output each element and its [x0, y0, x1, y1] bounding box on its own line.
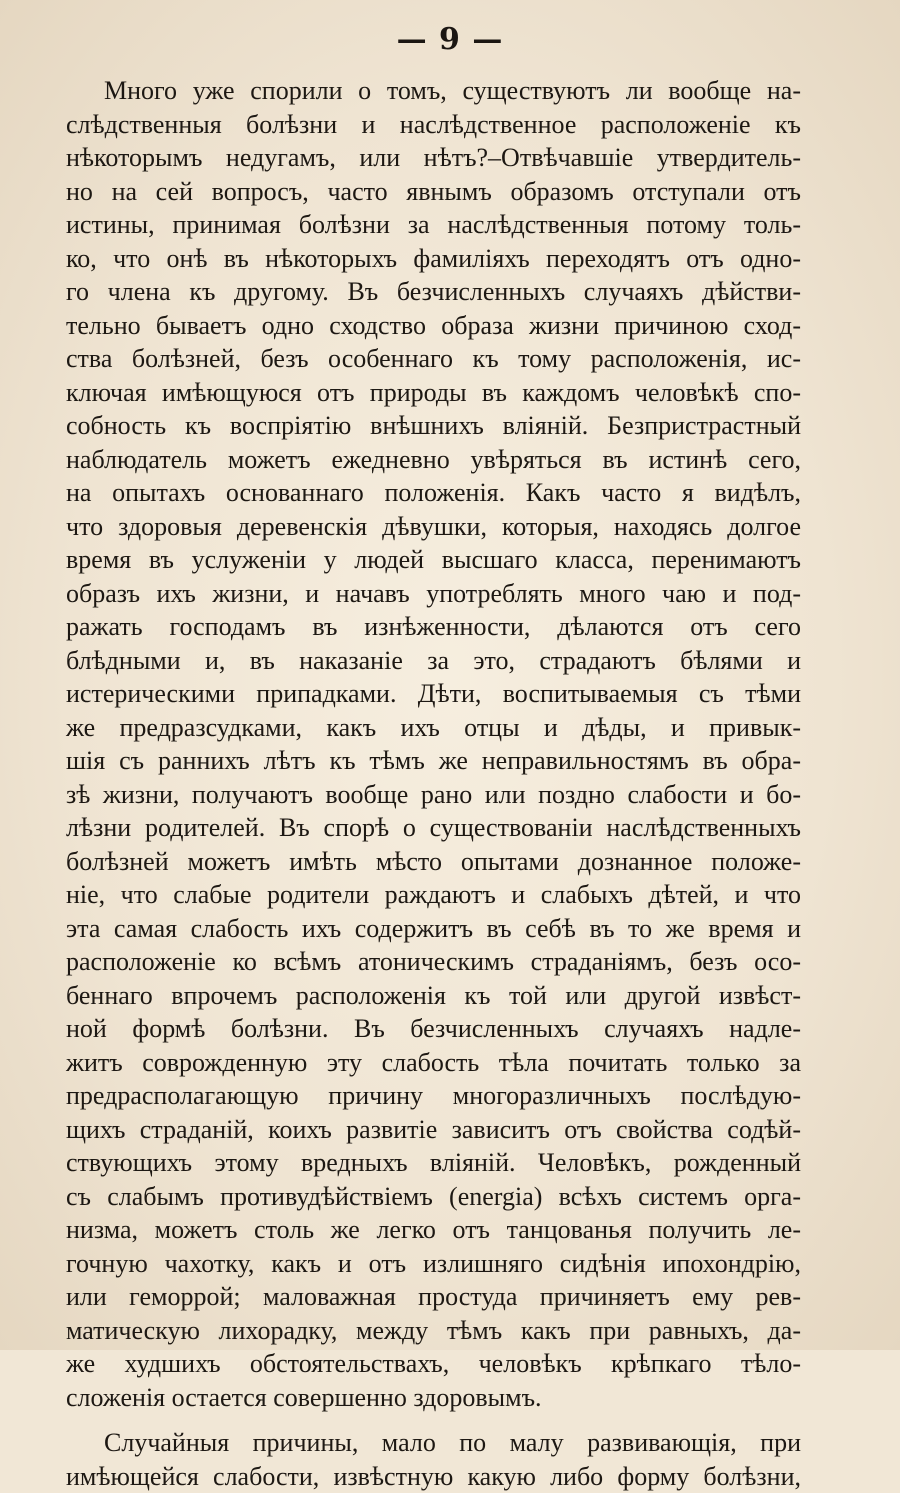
text-line: что здоровыя деревенскія дѣвушки, которыя, находясь долгое: [66, 510, 801, 544]
text-line: собность къ воспріятію внѣшнихъ вліяній. Безпристрастный: [66, 409, 801, 443]
text-line: низма, можетъ столь же легко отъ танцованья получить ле-: [66, 1213, 801, 1247]
text-line: ключая имѣющуюся отъ природы въ каждомъ человѣкѣ спо-: [66, 376, 801, 410]
text-line: слѣдственныя болѣзни и наслѣдственное расположеніе къ: [66, 108, 801, 142]
text-line: но на сей вопросъ, часто явнымъ образомъ отступали отъ: [66, 175, 801, 209]
text-line: или геморрой; маловажная простуда причиняетъ ему рев-: [66, 1280, 801, 1314]
text-line: болѣзней можетъ имѣть мѣсто опытами дознанное положе-: [66, 845, 801, 879]
text-line: образъ ихъ жизни, и начавъ употреблять много чаю и под-: [66, 577, 801, 611]
body-text: [66, 74, 801, 1493]
text-line: лѣзни родителей. Въ спорѣ о существованіи наслѣдственныхъ: [66, 811, 801, 845]
text-line: зѣ жизни, получаютъ вообще рано или поздно слабости и бо-: [66, 778, 801, 812]
text-line: матическую лихорадку, между тѣмъ какъ при равныхъ, да-: [66, 1314, 801, 1348]
text-line: го члена къ другому. Въ безчисленныхъ случаяхъ дѣйстви-: [66, 275, 801, 309]
text-line: на опытахъ основаннаго положенія. Какъ часто я видѣлъ,: [66, 476, 801, 510]
text-line: же предразсудками, какъ ихъ отцы и дѣды, и привык-: [66, 711, 801, 745]
text-line: ніе, что слабые родители раждаютъ и слабыхъ дѣтей, и что: [66, 878, 801, 912]
text-line: гочную чахотку, какъ и отъ излишняго сидѣнія ипохондрію,: [66, 1247, 801, 1281]
text-line: истерическими припадками. Дѣти, воспитываемыя съ тѣми: [66, 677, 801, 711]
text-line: шія съ раннихъ лѣтъ къ тѣмъ же неправильностямъ въ обра-: [66, 744, 801, 778]
text-line: съ слабымъ противудѣйствіемъ (energia) всѣхъ системъ орга-: [66, 1180, 801, 1214]
text-line: сложенія остается совершенно здоровымъ.: [66, 1381, 801, 1415]
text-line: расположеніе ко всѣмъ атоническимъ страданіямъ, безъ осо-: [66, 945, 801, 979]
text-line: беннаго впрочемъ расположенія къ той или другой извѣст-: [66, 979, 801, 1013]
text-line: ства болѣзней, безъ особеннаго къ тому расположенія, ис-: [66, 342, 801, 376]
text-line: истины, принимая болѣзни за наслѣдственныя потому толь-: [66, 208, 801, 242]
text-line: имѣющейся слабости, извѣстную какую либо форму болѣзни,: [66, 1460, 801, 1493]
text-line: же худшихъ обстоятельствахъ, человѣкъ крѣпкаго тѣло-: [66, 1347, 801, 1381]
text-line: ствующихъ этому вредныхъ вліяній. Человѣкъ, рожденный: [66, 1146, 801, 1180]
text-line: эта самая слабость ихъ содержитъ въ себѣ въ то же время и: [66, 912, 801, 946]
text-line: Много уже спорили о томъ, существуютъ ли вообще на-: [66, 74, 801, 108]
text-line: нѣкоторымъ недугамъ, или нѣтъ?–Отвѣчавшіе утвердитель-: [66, 141, 801, 175]
text-line: щихъ страданій, коихъ развитіе зависитъ отъ свойства содѣй-: [66, 1113, 801, 1147]
text-line: житъ соврожденную эту слабость тѣла почитать только за: [66, 1046, 801, 1080]
text-line: время въ услуженіи у людей высшаго класса, перенимаютъ: [66, 543, 801, 577]
text-line: наблюдатель можетъ ежедневно увѣряться въ истинѣ сего,: [66, 443, 801, 477]
text-line: ко, что онѣ въ нѣкоторыхъ фамиліяхъ переходятъ отъ одно-: [66, 242, 801, 276]
text-line: ной формѣ болѣзни. Въ безчисленныхъ случаяхъ надле-: [66, 1012, 801, 1046]
text-line: блѣдными и, въ наказаніе за это, страдаютъ бѣлями и: [66, 644, 801, 678]
page-number: — 9 —: [0, 22, 900, 57]
text-line: тельно бываетъ одно сходство образа жизни причиною сход-: [66, 309, 801, 343]
text-line: Случайныя причины, мало по малу развивающія, при: [66, 1426, 801, 1460]
text-line: предрасполагающую причину многоразличныхъ послѣдую-: [66, 1079, 801, 1113]
text-line: ражать господамъ въ изнѣженности, дѣлаются отъ сего: [66, 610, 801, 644]
